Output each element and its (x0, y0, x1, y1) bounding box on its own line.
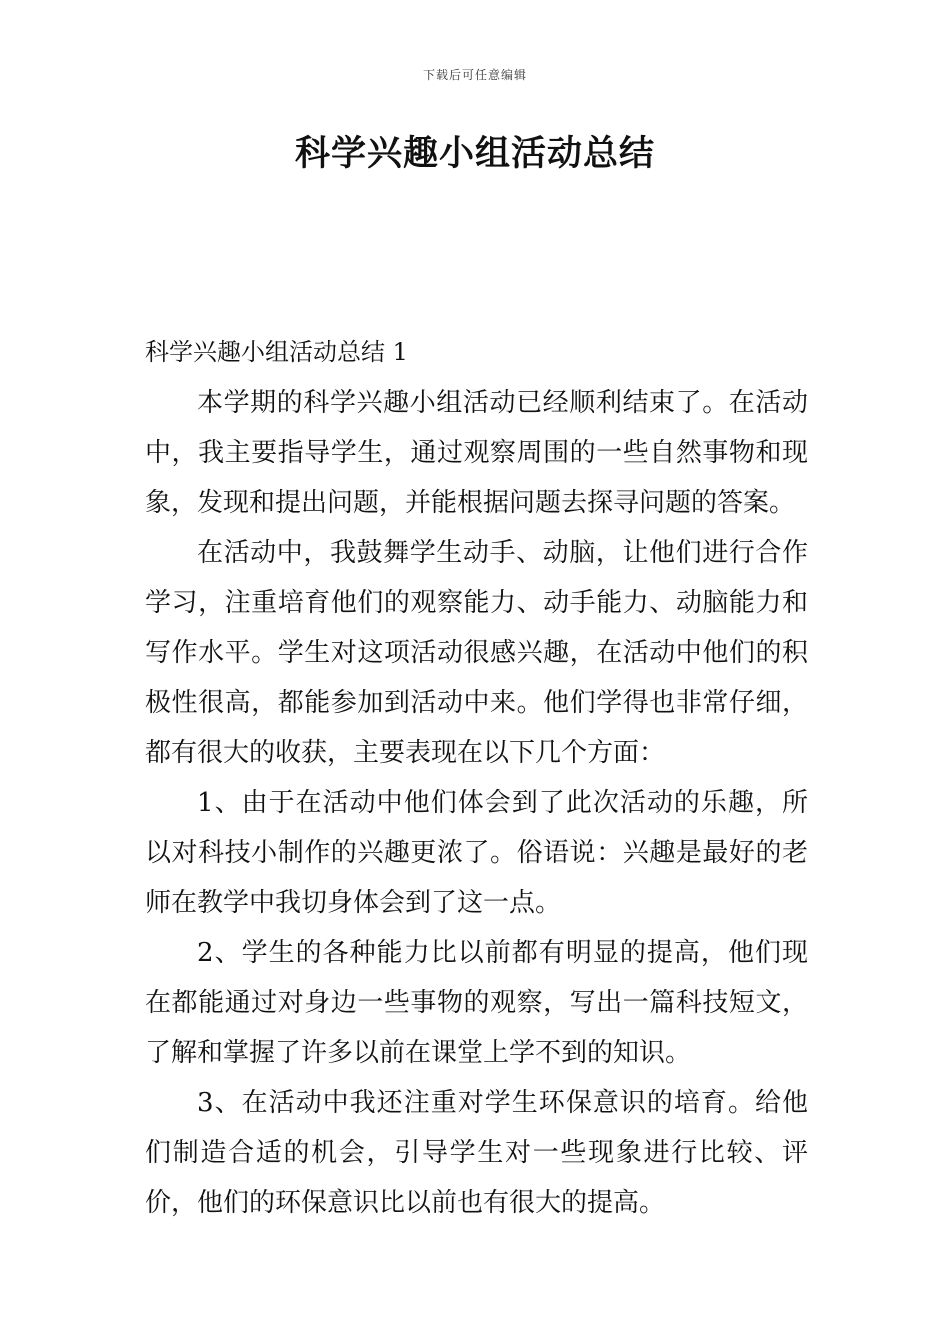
document-title: 科学兴趣小组活动总结 (294, 133, 655, 174)
document-body (145, 328, 808, 1228)
paragraph-point-2: 2、学生的各种能力比以前都有明显的提高，他们现在都能通过对身边一些事物的观察，写出一篇科技短文，了解和掌握了许多以前在课堂上学不到的知识。 (145, 938, 808, 1068)
paragraph-activity: 在活动中，我鼓舞学生动手、动脑，让他们进行合作学习，注重培育他们的观察能力、动手能力、动脑能力和写作水平。学生对这项活动很感兴趣，在活动中他们的积极性很高，都能参加到活动中来。他们学得也非常仔细，都有很大的收获，主要表现在以下几个方面： (145, 538, 808, 768)
paragraph-point-3: 3、在活动中我还注重对学生环保意识的培育。给他们制造合适的机会，引导学生对一些现象进行比较、评价，他们的环保意识比以前也有很大的提高。 (145, 1088, 808, 1218)
paragraph-intro: 本学期的科学兴趣小组活动已经顺利结束了。在活动中，我主要指导学生，通过观察周围的一些自然事物和现象，发现和提出问题，并能根据问题去探寻问题的答案。 (145, 388, 808, 518)
paragraph-point-1: 1、由于在活动中他们体会到了此次活动的乐趣，所以对科技小制作的兴趣更浓了。俗语说：兴趣是最好的老师在教学中我切身体会到了这一点。 (145, 788, 808, 918)
section-heading: 科学兴趣小组活动总结 1 (145, 338, 408, 366)
header-note: 下载后可任意编辑 (422, 68, 527, 82)
